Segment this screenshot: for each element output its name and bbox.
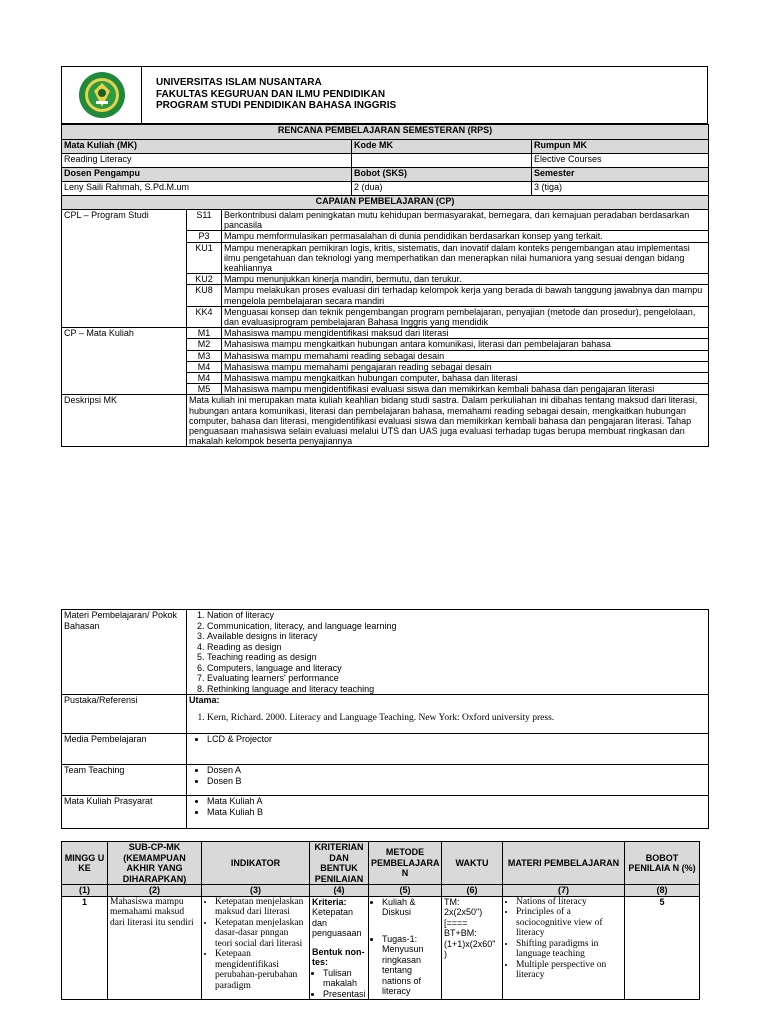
prasyarat-item: • Mata Kuliah A — [207, 796, 706, 807]
col-number: (4) — [310, 885, 369, 897]
cpl-code: P3 — [187, 231, 222, 242]
pustaka-item: 1. Kern, Richard. 2000. Literacy and Language Teaching. New York: Oxford university press. — [207, 713, 706, 724]
prasyarat-list — [189, 796, 706, 817]
col-number: (2) — [108, 885, 202, 897]
dosen-value: Leny Saili Rahmah, S.Pd.M.um — [62, 182, 352, 196]
schedule-table — [61, 841, 700, 1000]
prasyarat-label: Mata Kuliah Prasyarat — [62, 796, 187, 829]
mk-label-row — [62, 140, 709, 154]
schedule-header-row — [62, 842, 700, 885]
deskripsi-row — [62, 395, 709, 447]
rps-title-row — [62, 125, 709, 140]
materi-item: 4. Reading as design — [207, 642, 706, 653]
col-number: (3) — [202, 885, 310, 897]
cpl-text: Menguasai konsep dan teknik pengembangan program pembelajaran, penyajian (metode dan prosedur), pengelolaan, dan evaluasiprogram pembelajaran Bahasa Inggris yang mendidik — [222, 306, 709, 327]
cpmk-text: Mahasiswa mampu mengkaitkan hubungan computer, bahasa dan literasi — [222, 373, 709, 384]
cp-title: CAPAIAN PEMBELAJARAN (CP) — [62, 196, 709, 210]
bentuk-label: Bentuk non-tes: — [312, 946, 365, 967]
cpl-code: KU8 — [187, 285, 222, 306]
program-name: PROGRAM STUDI PENDIDIKAN BAHASA INGGRIS — [156, 100, 397, 111]
indikator-item: • Ketepatan menjelaskan maksud dari literasi — [215, 897, 307, 918]
university-name: UNIVERSITAS ISLAM NUSANTARA — [156, 77, 322, 88]
materi-list-cell — [187, 610, 709, 695]
materi-item: 6. Computers, language and literacy — [207, 663, 706, 674]
pustaka-row — [62, 695, 709, 734]
cpl-code: KU2 — [187, 274, 222, 285]
kode-label: Kode MK — [352, 140, 532, 154]
cpmk-text: Mahasiswa mampu mengidentifikasi evaluasi siswa dan memikirkan kembali bahasa dan pengajaran literasi — [222, 384, 709, 395]
media-cell — [187, 734, 709, 765]
rps-title: RENCANA PEMBELAJARAN SEMESTERAN (RPS) — [62, 125, 709, 140]
subcp-text: Mahasiswa mampu memahami maksud dari literasi itu sendiri — [108, 896, 202, 1000]
header-materi: MATERI PEMBELAJARAN — [503, 842, 625, 885]
kriteria-text: Ketepatan dan penguasaan — [312, 907, 362, 938]
bobot-value: 2 (dua) — [352, 182, 532, 196]
col-number: (5) — [369, 885, 442, 897]
cpl-code: KU1 — [187, 242, 222, 274]
kriteria-cell — [310, 896, 369, 1000]
cpl-text: Mampu melakukan proses evaluasi diri terhadap kelompok kerja yang berada di bawah tanggung jawabnya dan mampu mengelola pembelajaran secara mandiri — [222, 285, 709, 306]
cpmk-text: Mahasiswa mampu memahami pengajaran reading sebagai desain — [222, 361, 709, 372]
cpmk-row — [62, 328, 709, 339]
kriteria-label: Kriteria: — [312, 896, 347, 907]
materi-label: Materi Pembelajaran/ Pokok Bahasan — [62, 610, 187, 695]
prasyarat-item: • Mata Kuliah B — [207, 807, 706, 818]
schedule-number-row — [62, 885, 700, 897]
materi-table — [61, 609, 709, 829]
materi-week-item: • Multiple perspective on literacy — [516, 960, 622, 981]
cpmk-text: Mahasiswa mampu mengkaitkan hubungan antara komunikasi, literasi dan pembelajaran bahasa — [222, 339, 709, 350]
pustaka-cell — [187, 695, 709, 734]
university-header — [61, 66, 708, 124]
media-item: • LCD & Projector — [207, 734, 706, 745]
indikator-cell — [202, 896, 310, 1000]
cpl-code: KK4 — [187, 306, 222, 327]
cpmk-code: M4 — [187, 373, 222, 384]
utama-label: Utama: — [189, 695, 220, 705]
cpl-text: Mampu memformulasikan permasalahan di dunia pendidikan berdasarkan konsep yang terkait. — [222, 231, 709, 242]
col-number: (6) — [442, 885, 503, 897]
cpl-text: Berkontribusi dalam peningkatan mutu kehidupan bermasyarakat, bernegara, dan kemajuan peradaban berdasarkan pancasila — [222, 210, 709, 231]
cpl-code: S11 — [187, 210, 222, 231]
faculty-name: FAKULTAS KEGURUAN DAN ILMU PENDIDIKAN — [156, 88, 386, 100]
header-week: MINGG U KE — [62, 842, 108, 885]
header-kriteria: KRITERIAN DAN BENTUK PENILAIAN — [310, 842, 369, 885]
metode-item: • Kuliah & Diskusi — [382, 897, 439, 918]
header-bobot: BOBOT PENILAIA N (%) — [625, 842, 700, 885]
pustaka-label: Pustaka/Referensi — [62, 695, 187, 734]
semester-label: Semester — [532, 168, 709, 182]
media-label: Media Pembelajaran — [62, 734, 187, 765]
deskripsi-label: Deskripsi MK — [62, 395, 187, 447]
bobot-label: Bobot (SKS) — [352, 168, 532, 182]
materi-item: 5. Teaching reading as design — [207, 652, 706, 663]
team-item: • Dosen A — [207, 765, 706, 776]
dosen-label: Dosen Pengampu — [62, 168, 352, 182]
col-number: (1) — [62, 885, 108, 897]
team-label: Team Teaching — [62, 765, 187, 796]
dosen-value-row — [62, 182, 709, 196]
bobot-value: 5 — [625, 896, 700, 1000]
cpmk-code: M3 — [187, 350, 222, 361]
materi-item: 2. Communication, literacy, and language learning — [207, 621, 706, 632]
metode-cell — [369, 896, 442, 1000]
university-logo-icon — [78, 71, 126, 119]
materi-week-item: • Principles of a sociocognitive view of literacy — [516, 907, 622, 939]
mk-label: Mata Kuliah (MK) — [62, 140, 352, 154]
bentuk-list — [312, 968, 366, 1000]
materi-list — [189, 610, 706, 694]
team-list — [189, 765, 706, 786]
materi-item: 8. Rethinking language and literacy teaching — [207, 684, 706, 695]
media-row — [62, 734, 709, 765]
university-logo-cell — [62, 67, 142, 123]
cpmk-text: Mahasiswa mampu memahami reading sebagai desain — [222, 350, 709, 361]
cp-title-row — [62, 196, 709, 210]
cpmk-code: M1 — [187, 328, 222, 339]
indikator-item: • Ketepatan menjelaskan dasar-dasar pnngan teori social dari literasi — [215, 918, 307, 950]
mk-value-row — [62, 154, 709, 168]
col-number: (8) — [625, 885, 700, 897]
prasyarat-cell — [187, 796, 709, 829]
cpl-text: Mampu menunjukkan kinerja mandiri, bermutu, dan terukur. — [222, 274, 709, 285]
media-list — [189, 734, 706, 745]
cpmk-text: Mahasiswa mampu mengidentifikasi maksud dari literasi — [222, 328, 709, 339]
week-number: 1 — [62, 896, 108, 1000]
deskripsi-text: Mata kuliah ini merupakan mata kuliah keahlian bidang studi sastra. Dalam perkuliahan ini dibahas tentang maksud dari literasi, hubungan antara komunikasi, literasi dan pembelajaran bahasa, memahami reading sebagai desain, mengkaitkan hubungan computer, bahasa dan literasi, mengidentifikasi evaluasi siswa dan memikirkan kembali bahasa dan pengajaran literasi. Tahap penguasaan mahasiswa selain evaluasi melalui UTS dan UAS juga evaluasi terhadap tugas berupa membuat ringkasan dan makalah kelompok beserta penyajiannya — [187, 395, 709, 447]
cpmk-code: M4 — [187, 361, 222, 372]
metode-item: • Tugas-1: Menyusun ringkasan tentang nations of literacy — [382, 934, 439, 997]
semester-value: 3 (tiga) — [532, 182, 709, 196]
waktu-text: TM: 2x(2x50") [==== BT+BM: (1+1)x(2x60" ) — [442, 896, 503, 1000]
materi-week-item: • Nations of literacy — [516, 897, 622, 908]
bentuk-item: • Presentasi — [323, 989, 366, 1000]
indikator-item: • Ketepaan mengidentifikasi perubahan-perubahan paradigm — [215, 949, 307, 991]
materi-week-item: • Shifting paradigms in language teaching — [516, 939, 622, 960]
header-waktu: WAKTU — [442, 842, 503, 885]
cpmk-code: M5 — [187, 384, 222, 395]
rps-table — [61, 124, 709, 447]
team-row — [62, 765, 709, 796]
cpl-row — [62, 210, 709, 231]
prasyarat-row — [62, 796, 709, 829]
rumpun-label: Rumpun MK — [532, 140, 709, 154]
mk-value: Reading Literacy — [62, 154, 352, 168]
team-item: • Dosen B — [207, 776, 706, 787]
col-number: (7) — [503, 885, 625, 897]
materi-week-list — [505, 897, 622, 981]
materi-item: 3. Available designs in literacy — [207, 631, 706, 642]
bentuk-item: • Tulisan makalah — [323, 968, 366, 989]
materi-cell — [503, 896, 625, 1000]
university-title — [156, 77, 396, 112]
cpmk-label: CP – Mata Kuliah — [62, 328, 187, 395]
materi-item: 7. Evaluating learners' performance — [207, 673, 706, 684]
header-indikator: INDIKATOR — [202, 842, 310, 885]
kode-value — [352, 154, 532, 168]
dosen-label-row — [62, 168, 709, 182]
header-metode: METODE PEMBELAJARA N — [369, 842, 442, 885]
rumpun-value: Elective Courses — [532, 154, 709, 168]
indikator-list — [204, 897, 307, 992]
materi-item: 1. Nation of literacy — [207, 610, 706, 621]
pustaka-list — [189, 713, 706, 724]
schedule-row — [62, 896, 700, 1000]
cpl-text: Mampu menerapkan pemikiran logis, kritis, sistematis, dan inovatif dalam konteks pengembangan atau implementasi ilmu pengetahuan dan teknologi yang memperhatikan dan menerapkan nilai humaniora yang sesuai dengan bidang keahliannya — [222, 242, 709, 274]
header-subcp: SUB-CP-MK (KEMAMPUAN AKHIR YANG DIHARAPKAN) — [108, 842, 202, 885]
materi-row — [62, 610, 709, 695]
team-cell — [187, 765, 709, 796]
cpl-label: CPL – Program Studi — [62, 210, 187, 328]
metode-list — [371, 897, 439, 997]
cpmk-code: M2 — [187, 339, 222, 350]
